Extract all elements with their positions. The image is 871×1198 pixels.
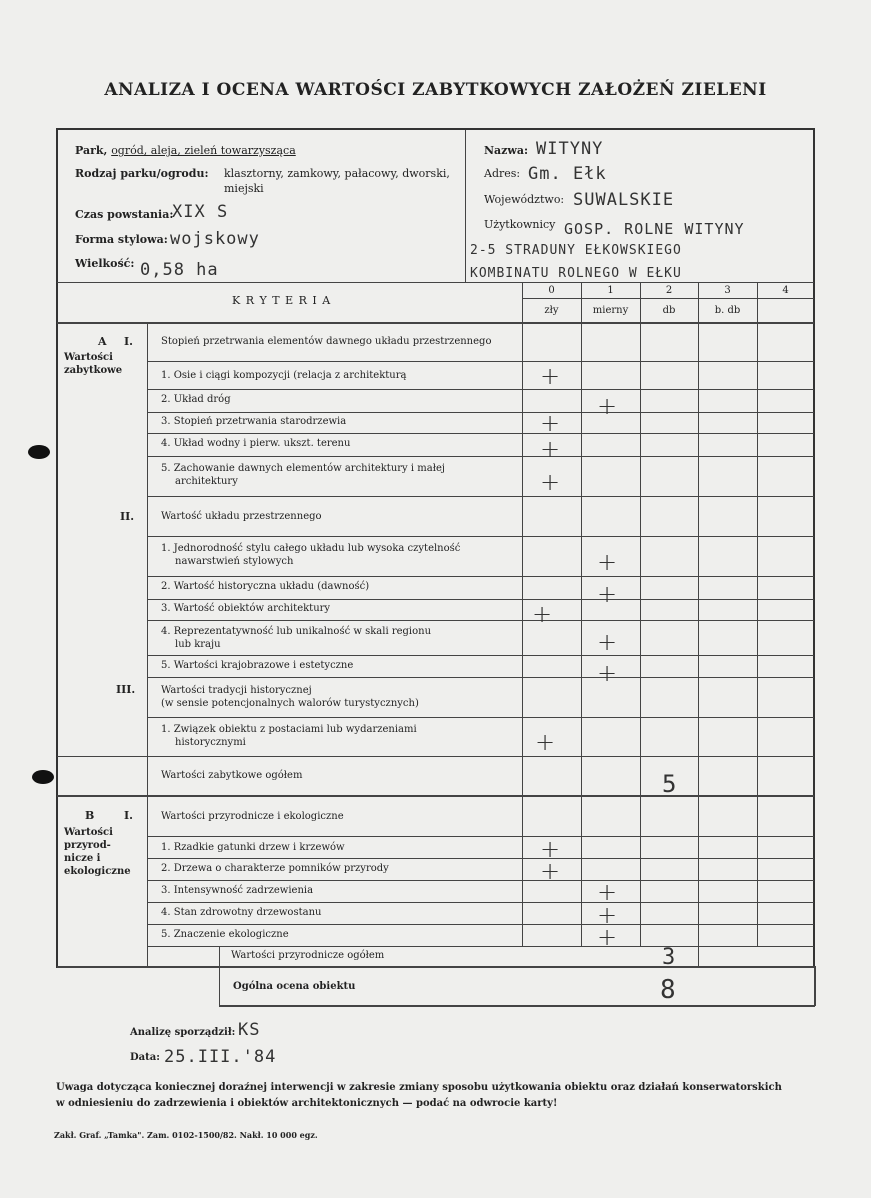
group3-title-1: Wartości tradycji historycznej [161, 685, 312, 696]
frame-bottom-line [57, 966, 814, 968]
nazwa-value: WITYNY [536, 139, 604, 159]
total-b-value: 3 [662, 945, 677, 970]
czas-label: Czas powstania: [75, 208, 174, 221]
section-a-label-2: zabytkowe [64, 365, 123, 376]
nazwa-label: Nazwa: [484, 144, 529, 157]
adres-label: Adres: [484, 167, 521, 180]
row-line [147, 389, 814, 390]
criterion-item: 1. Osie i ciągi kompozycji (relacja z architekturą [161, 370, 407, 381]
overall-bottom-line [219, 1005, 815, 1007]
analize-value: KS [238, 1020, 261, 1040]
header-bottom-line [57, 322, 814, 324]
row-line [147, 677, 814, 678]
col-2-divider [640, 282, 641, 947]
col-1-label: mierny [592, 305, 629, 316]
row-line [147, 536, 814, 537]
info-bottom-line [57, 282, 814, 283]
criterion-item: 3. Stopień przetrwania starodrzewia [161, 416, 347, 427]
section-b-top-line [57, 795, 814, 797]
wielkosc-value: 0,58 ha [140, 260, 219, 280]
criterion-item: 5. Znaczenie ekologiczne [161, 929, 289, 940]
criterion-item: 1. Jednorodność stylu całego układu lub wysoka czytelność [161, 543, 461, 554]
row-line [147, 858, 814, 859]
criterion-item: 1. Rzadkie gatunki drzew i krzewów [161, 842, 345, 853]
criterion-item-cont: lub kraju [175, 639, 221, 650]
forma-value: wojskowy [170, 229, 260, 249]
check-mark: + [597, 628, 618, 656]
uzyt-label: Użytkownicy [484, 218, 556, 231]
analize-label: Analizę sporządził: [130, 1027, 236, 1038]
park-prefix: Park, [75, 144, 112, 157]
check-mark: + [597, 548, 618, 576]
criterion-item: 4. Stan zdrowotny drzewostanu [161, 907, 322, 918]
group3-title-2: (w sensie potencjonalnych walorów turystycznych) [161, 698, 419, 709]
group-b-title: Wartości przyrodnicze i ekologiczne [161, 811, 344, 822]
criterion-item: 3. Intensywność zadrzewienia [161, 885, 314, 896]
document-title: ANALIZA I OCENA WARTOŚCI ZABYTKOWYCH ZAŁOŻEŃ ZIELENI [104, 80, 767, 100]
col-3-label: b. db [714, 305, 741, 316]
check-mark: + [540, 835, 561, 863]
punch-hole [28, 445, 50, 459]
rodzaj-label: Rodzaj parku/ogrodu: [75, 167, 209, 180]
criterion-item-cont: historycznymi [175, 737, 246, 748]
kryteria-heading: K R Y T E R I A [232, 294, 332, 307]
criterion-item-cont: nawarstwień stylowych [175, 556, 294, 567]
check-mark: + [597, 580, 618, 608]
overall-label: Ogólna ocena obiektu [233, 981, 356, 992]
total-a-label: Wartości zabytkowe ogółem [161, 770, 303, 781]
col-3-num: 3 [724, 285, 731, 296]
section-b-label-1: Wartości [64, 827, 113, 838]
data-value: 25.III.'84 [164, 1047, 277, 1067]
row-line [147, 620, 814, 621]
woj-label: Województwo: [484, 193, 565, 206]
adres-value: Gm. Ełk [528, 164, 607, 184]
check-mark: + [597, 878, 618, 906]
overall-right-line [814, 966, 816, 1006]
col-left-divider [147, 323, 148, 967]
uzyt-value-1: GOSP. ROLNE WITYNY [564, 220, 745, 238]
woj-value: SUWALSKIE [573, 190, 675, 210]
row-line [147, 433, 814, 434]
row-line [147, 599, 814, 600]
row-line [147, 576, 814, 577]
check-mark: + [540, 435, 561, 463]
row-line [147, 361, 814, 362]
row-line [147, 836, 814, 837]
section-a-roman: I. [124, 335, 133, 348]
overall-left-divider [219, 946, 220, 1006]
header-num-line [522, 298, 814, 299]
row-line [147, 496, 814, 497]
criterion-item: 1. Związek obiektu z postaciami lub wydarzeniami [161, 724, 417, 735]
check-mark: + [597, 901, 618, 929]
row-line [147, 412, 814, 413]
park-label [75, 144, 296, 157]
data-label: Data: [130, 1052, 160, 1063]
criterion-item: 5. Wartości krajobrazowe i estetyczne [161, 660, 354, 671]
rodzaj-value-2: miejski [224, 182, 264, 195]
criterion-item: 4. Układ wodny i pierw. ukszt. terenu [161, 438, 351, 449]
uwaga-line-1: Uwaga dotycząca koniecznej doraźnej interwencji w zakresie zmiany sposobu użytkowania obiektu oraz działań konserwatorskich [56, 1082, 782, 1093]
col-2-num: 2 [665, 285, 673, 296]
printer-info: Zakł. Graf. „Tamka". Zam. 0102-1500/82. Nakł. 10 000 egz. [54, 1130, 318, 1140]
section-b-label-3: nicze i [64, 853, 101, 864]
col-2-label: db [662, 305, 676, 316]
group2-title: Wartość układu przestrzennego [161, 511, 322, 522]
check-mark: + [540, 409, 561, 437]
section-a-roman3: III. [116, 683, 136, 696]
col-0-label: zły [544, 305, 559, 316]
row-line [57, 756, 814, 757]
section-b-label-2: przyrod- [64, 840, 111, 851]
uwaga-line-2: w odniesieniu do zadrzewienia i obiektów architektonicznych — podać na odwrocie karty! [56, 1098, 558, 1109]
col-4-divider [757, 282, 758, 947]
total-a-value: 5 [662, 770, 678, 798]
col-0-divider [522, 282, 523, 947]
check-mark: + [540, 857, 561, 885]
section-b-label-4: ekologiczne [64, 866, 131, 877]
criterion-item: 5. Zachowanie dawnych elementów architektury i małej [161, 463, 445, 474]
col-4-num: 4 [782, 285, 789, 296]
section-a-roman2: II. [120, 510, 135, 523]
check-mark: + [540, 362, 561, 390]
check-mark: + [597, 392, 618, 420]
check-mark: + [597, 923, 618, 951]
col-1-divider [581, 282, 582, 947]
park-ogrod-options: ogród, aleja, zieleń towarzysząca [111, 144, 296, 157]
row-line [147, 924, 814, 925]
criterion-item: 2. Drzewa o charakterze pomników przyrody [161, 863, 389, 874]
col-0-num: 0 [548, 285, 555, 296]
section-a-letter: A [98, 335, 107, 348]
check-mark: + [540, 468, 561, 496]
row-line [147, 655, 814, 656]
section-b-letter: B [85, 809, 95, 822]
wielkosc-label: Wielkość: [75, 257, 135, 270]
punch-hole [32, 770, 54, 784]
check-mark: + [532, 600, 553, 628]
criterion-item: 2. Układ dróg [161, 394, 231, 405]
criterion-item: 3. Wartość obiektów architektury [161, 603, 331, 614]
overall-value: 8 [660, 975, 677, 1005]
row-line [147, 880, 814, 881]
uzyt-value-2: 2-5 STRADUNY EŁKOWSKIEGO [470, 243, 682, 258]
criterion-item: 2. Wartość historyczna układu (dawność) [161, 581, 370, 592]
group1-title: Stopień przetrwania elementów dawnego układu przestrzennego [161, 336, 492, 347]
forma-label: Forma stylowa: [75, 233, 168, 246]
row-line [147, 902, 814, 903]
rodzaj-value-1: klasztorny, zamkowy, pałacowy, dworski, [224, 167, 450, 180]
czas-value: XIX S [172, 202, 229, 222]
check-mark: + [535, 728, 556, 756]
section-a-label-1: Wartości [64, 352, 113, 363]
criterion-item-cont: architektury [175, 476, 238, 487]
row-line [147, 946, 814, 947]
uzyt-value-3: KOMBINATU ROLNEGO W EŁKU [470, 266, 682, 281]
section-b-roman: I. [124, 809, 133, 822]
check-mark: + [597, 659, 618, 687]
col-3-divider [698, 282, 699, 967]
total-b-label: Wartości przyrodnicze ogółem [231, 950, 385, 961]
row-line [147, 456, 814, 457]
col-1-num: 1 [607, 285, 614, 296]
row-line [147, 717, 814, 718]
top-divider [465, 130, 466, 282]
criterion-item: 4. Reprezentatywność lub unikalność w skali regionu [161, 626, 432, 637]
